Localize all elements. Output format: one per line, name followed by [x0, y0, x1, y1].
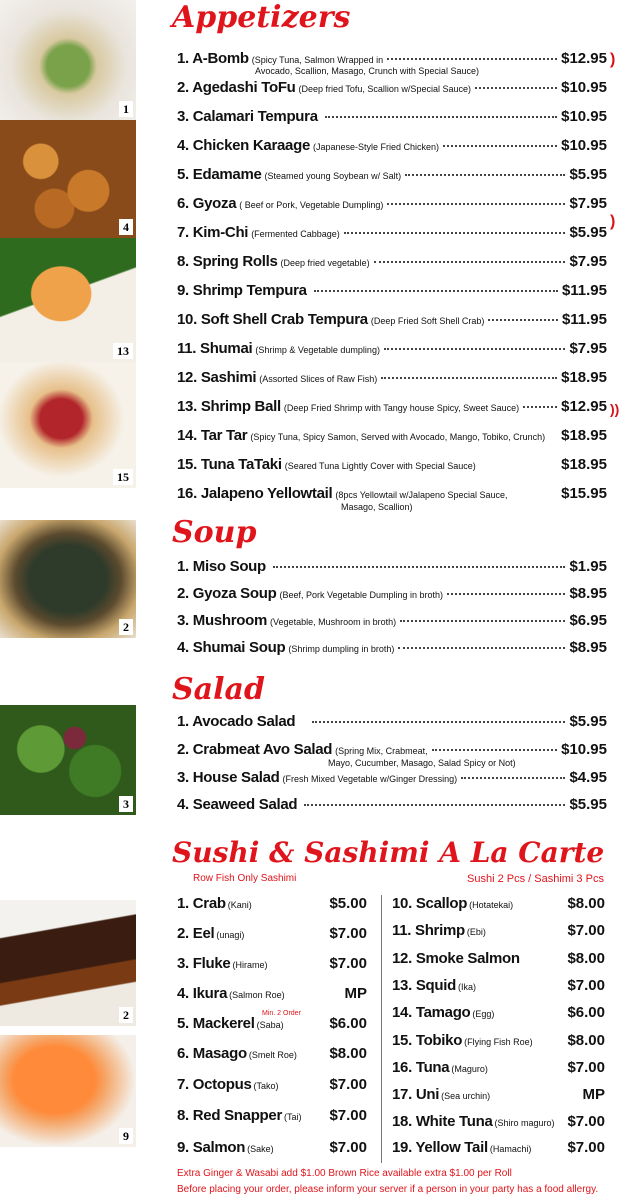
item-name: 3. Mushroom [177, 612, 268, 629]
item-price: $10.95 [561, 137, 607, 154]
item-desc: (Maguro) [451, 1064, 488, 1074]
item-price: $10.95 [561, 79, 607, 96]
item-name: 16. Jalapeno Yellowtail [177, 485, 333, 502]
item-name: 9. Salmon [177, 1139, 246, 1156]
sushi-item [392, 1113, 605, 1137]
item-price: $11.95 [561, 282, 607, 299]
photo-salmon-sushi [0, 1035, 136, 1147]
leader-dots [523, 406, 557, 408]
item-price: $6.00 [567, 1004, 605, 1021]
item-name: 3. House Salad [177, 769, 280, 786]
item-name: 1. A-Bomb [177, 50, 249, 67]
item-name: 4. Ikura [177, 985, 228, 1002]
leader-dots [443, 145, 557, 147]
item-desc: (Hamachi) [489, 1144, 532, 1154]
photo-number: 15 [113, 469, 133, 485]
item-price: $6.95 [569, 612, 607, 629]
item-price: $7.00 [567, 977, 605, 994]
item-name: 3. Fluke [177, 955, 231, 972]
photo-eel-sushi [0, 900, 136, 1026]
menu-item [177, 50, 607, 76]
section-title-appetizers: Appetizers [172, 0, 351, 35]
menu-item [177, 398, 607, 420]
menu-item [177, 741, 607, 768]
item-name: 3. Calamari Tempura [177, 108, 318, 125]
item-price: $11.95 [561, 311, 607, 328]
item-price: $8.95 [569, 639, 607, 656]
item-price: $8.00 [567, 1032, 605, 1049]
item-price: $8.00 [567, 950, 605, 967]
item-desc: (Sea urchin) [441, 1091, 491, 1101]
sushi-item [392, 1086, 605, 1110]
item-desc: (Sake) [247, 1144, 274, 1154]
item-name: 5. Edamame [177, 166, 262, 183]
item-desc: (Spicy Tuna, Spicy Samon, Served with Avocado, Mango, Tobiko, Crunch) [250, 432, 546, 442]
item-desc: (Shrimp & Vegetable dumpling) [255, 345, 380, 355]
item-price: $1.95 [569, 558, 607, 575]
photo-chicken-karaage [0, 120, 136, 238]
leader-dots [447, 593, 565, 595]
item-name: 1. Crab [177, 895, 226, 912]
pieces-note: Sushi 2 Pcs / Sashimi 3 Pcs [467, 873, 604, 885]
menu-item [177, 612, 607, 634]
menu-item [177, 195, 607, 217]
menu-item [177, 166, 607, 188]
item-name: 6. Gyoza [177, 195, 237, 212]
item-desc: (Ebi) [466, 927, 486, 937]
item-desc: (Shiro maguro) [494, 1118, 555, 1128]
item-name: 1. Avocado Salad [177, 713, 296, 730]
item-name: 6. Masago [177, 1045, 247, 1062]
item-name: 12. Sashimi [177, 369, 257, 386]
menu-item [177, 369, 607, 391]
item-name: 4. Shumai Soup [177, 639, 286, 656]
menu-item [177, 713, 607, 735]
item-price: $10.95 [561, 741, 607, 758]
item-name: 2. Eel [177, 925, 215, 942]
footer-note-allergy: Before placing your order, please inform your server if a person in your party has a food allergy. [177, 1184, 599, 1195]
menu-item [177, 253, 607, 275]
sushi-item [177, 1045, 367, 1069]
sushi-item [177, 1015, 367, 1039]
item-desc-line2: Avocado, Scallion, Masago, Crunch with Special Sauce) [255, 66, 479, 76]
item-price: $7.95 [569, 340, 607, 357]
sushi-item [392, 977, 605, 1001]
item-price: $12.95 [561, 50, 607, 67]
item-desc: (Tako) [253, 1081, 279, 1091]
photo-number: 4 [119, 219, 133, 235]
item-desc: (Smelt Roe) [248, 1050, 297, 1060]
photo-tuna-tataki [0, 362, 136, 488]
photo-number: 9 [119, 1128, 133, 1144]
section-title-salad: Salad [172, 672, 265, 707]
item-desc: (Spicy Tuna, Salmon Wrapped in [251, 55, 384, 65]
photo-salad [0, 705, 136, 815]
menu-item [177, 427, 607, 449]
sushi-item [392, 1004, 605, 1028]
menu-item [177, 456, 607, 478]
sushi-item [177, 985, 367, 1009]
item-name: 7. Octopus [177, 1076, 252, 1093]
item-name: 15. Tobiko [392, 1032, 463, 1049]
item-price: $7.00 [329, 1139, 367, 1156]
menu-item [177, 485, 607, 512]
item-name: 7. Kim-Chi [177, 224, 249, 241]
item-name: 16. Tuna [392, 1059, 450, 1076]
item-price: $18.95 [561, 427, 607, 444]
item-price: $7.00 [567, 1139, 605, 1156]
leader-dots [374, 261, 566, 263]
min-order-note: Min. 2 Order [262, 1010, 301, 1017]
photo-a-bomb [0, 0, 136, 120]
item-price: $5.95 [569, 224, 607, 241]
leader-dots [344, 232, 566, 234]
item-name: 17. Uni [392, 1086, 440, 1103]
item-price: MP [344, 985, 367, 1002]
item-name: 2. Crabmeat Avo Salad [177, 741, 333, 758]
item-name: 2. Gyoza Soup [177, 585, 277, 602]
leader-dots [432, 749, 557, 751]
menu-item [177, 585, 607, 607]
leader-dots [461, 777, 565, 779]
leader-dots [400, 620, 565, 622]
menu-item [177, 340, 607, 362]
item-desc: (Egg) [472, 1009, 495, 1019]
sushi-item [177, 1139, 367, 1163]
leader-dots [475, 87, 557, 89]
section-title-soup: Soup [172, 515, 257, 550]
item-name: 11. Shumai [177, 340, 253, 357]
leader-dots [387, 58, 557, 60]
item-price: $5.95 [569, 796, 607, 813]
leader-dots [488, 319, 558, 321]
sushi-item [177, 955, 367, 979]
item-desc: (Shrimp dumpling in broth) [288, 644, 395, 654]
item-desc: (Vegetable, Mushroom in broth) [270, 617, 397, 627]
sushi-item [177, 895, 367, 919]
leader-dots [304, 804, 565, 806]
column-divider [381, 895, 382, 1163]
spicy-pepper-icon: ) [610, 51, 616, 68]
sushi-item [177, 925, 367, 949]
item-name: 15. Tuna TaTaki [177, 456, 282, 473]
menu-item [177, 311, 607, 333]
leader-dots [314, 290, 558, 292]
menu-item [177, 79, 607, 101]
item-desc: (Deep Fried Soft Shell Crab) [370, 316, 485, 326]
photo-number: 13 [113, 343, 133, 359]
item-price: $7.95 [569, 195, 607, 212]
item-desc: (Hotatekai) [469, 900, 514, 910]
item-desc: (Flying Fish Roe) [464, 1037, 533, 1047]
item-name: 10. Soft Shell Crab Tempura [177, 311, 368, 328]
item-desc-line2: Mayo, Cucumber, Masago, Salad Spicy or Not) [328, 758, 516, 768]
item-price: $7.00 [329, 925, 367, 942]
leader-dots [405, 174, 565, 176]
spicy-pepper-icon: ) [610, 213, 616, 230]
item-price: MP [582, 1086, 605, 1103]
item-name: 14. Tar Tar [177, 427, 248, 444]
menu-item [177, 796, 607, 818]
menu-item [177, 108, 607, 130]
photo-shrimp-tempura [0, 238, 136, 362]
item-price: $10.95 [561, 108, 607, 125]
item-desc: (Saba) [256, 1020, 284, 1030]
photo-number: 3 [119, 796, 133, 812]
item-name: 8. Spring Rolls [177, 253, 278, 270]
item-price: $5.95 [569, 713, 607, 730]
item-price: $18.95 [561, 456, 607, 473]
item-price: $7.95 [569, 253, 607, 270]
item-price: $8.00 [567, 895, 605, 912]
menu-item [177, 282, 607, 304]
leader-dots [387, 203, 565, 205]
item-name: 18. White Tuna [392, 1113, 493, 1130]
item-price: $7.00 [567, 922, 605, 939]
sushi-item [392, 1059, 605, 1083]
item-desc: ( Beef or Pork, Vegetable Dumpling) [239, 200, 384, 210]
item-desc: (Hirame) [232, 960, 268, 970]
item-desc: (Tai) [284, 1112, 302, 1122]
sushi-item [392, 1032, 605, 1056]
photo-gyoza-soup [0, 520, 136, 638]
sashimi-note: Row Fish Only Sashimi [193, 873, 297, 884]
item-price: $7.00 [329, 1107, 367, 1124]
menu-item [177, 558, 607, 580]
photo-number: 2 [119, 619, 133, 635]
leader-dots [384, 348, 566, 350]
item-price: $6.00 [329, 1015, 367, 1032]
item-desc: (Deep Fried Shrimp with Tangy house Spicy, Sweet Sauce) [283, 403, 520, 413]
item-desc: (Fermented Cabbage) [251, 229, 340, 239]
item-price: $8.00 [329, 1045, 367, 1062]
item-name: 4. Chicken Karaage [177, 137, 310, 154]
item-price: $4.95 [569, 769, 607, 786]
item-price: $8.95 [569, 585, 607, 602]
sushi-item [392, 1139, 605, 1163]
item-name: 14. Tamago [392, 1004, 471, 1021]
photo-number: 2 [119, 1007, 133, 1023]
item-desc: (unagi) [216, 930, 245, 940]
menu-item [177, 137, 607, 159]
item-desc: (Beef, Pork Vegetable Dumpling in broth) [279, 590, 444, 600]
item-name: 4. Seaweed Salad [177, 796, 298, 813]
item-price: $7.00 [329, 1076, 367, 1093]
sushi-item [392, 950, 605, 974]
item-desc: (Spring Mix, Crabmeat, [335, 746, 428, 756]
item-name: 5. Mackerel [177, 1015, 255, 1032]
item-price: $7.00 [329, 955, 367, 972]
item-desc: (Assorted Slices of Raw Fish) [259, 374, 378, 384]
item-desc: (Fresh Mixed Vegetable w/Ginger Dressing) [282, 774, 458, 784]
leader-dots [312, 721, 565, 723]
sushi-item [177, 1107, 367, 1131]
item-desc: (Japanese-Style Fried Chicken) [313, 142, 440, 152]
item-name: 10. Scallop [392, 895, 468, 912]
item-price: $7.00 [567, 1113, 605, 1130]
item-name: 13. Squid [392, 977, 456, 994]
item-name: 19. Yellow Tail [392, 1139, 488, 1156]
leader-dots [381, 377, 557, 379]
item-desc: (Salmon Roe) [229, 990, 285, 1000]
item-desc-line2: Masago, Scallion) [341, 502, 413, 512]
menu-item [177, 769, 607, 791]
leader-dots [273, 566, 566, 568]
item-price: $5.00 [329, 895, 367, 912]
item-price: $7.00 [567, 1059, 605, 1076]
item-desc: (Seared Tuna Lightly Cover with Special Sauce) [284, 461, 476, 471]
item-desc: (8pcs Yellowtail w/Jalapeno Special Sauce, [335, 490, 508, 500]
item-desc: (Deep fried vegetable) [280, 258, 370, 268]
item-name: 13. Shrimp Ball [177, 398, 281, 415]
sushi-item [177, 1076, 367, 1100]
sushi-item [392, 922, 605, 946]
menu-item [177, 224, 607, 246]
item-desc: (Deep fried Tofu, Scallion w/Special Sauce) [298, 84, 471, 94]
item-price: $12.95 [561, 398, 607, 415]
item-price: $18.95 [561, 369, 607, 386]
item-name: 2. Agedashi ToFu [177, 79, 296, 96]
item-desc: (Steamed young Soybean w/ Salt) [264, 171, 402, 181]
footer-note-extras: Extra Ginger & Wasabi add $1.00 Brown Rice available extra $1.00 per Roll [177, 1168, 512, 1179]
spicy-pepper-icon: )) [610, 401, 620, 417]
item-name: 11. Shrimp [392, 922, 465, 939]
item-name: 8. Red Snapper [177, 1107, 282, 1124]
leader-dots [325, 116, 557, 118]
item-price: $15.95 [561, 485, 607, 502]
item-desc: (Ika) [457, 982, 476, 992]
item-price: $5.95 [569, 166, 607, 183]
menu-item [177, 639, 607, 661]
sushi-item [392, 895, 605, 919]
photo-number: 1 [119, 101, 133, 117]
item-name: 12. Smoke Salmon [392, 950, 520, 967]
item-desc: (Kani) [227, 900, 252, 910]
item-name: 9. Shrimp Tempura [177, 282, 307, 299]
item-name: 1. Miso Soup [177, 558, 266, 575]
section-title-sushi: Sushi & Sashimi A La Carte [172, 836, 605, 869]
leader-dots [398, 647, 565, 649]
